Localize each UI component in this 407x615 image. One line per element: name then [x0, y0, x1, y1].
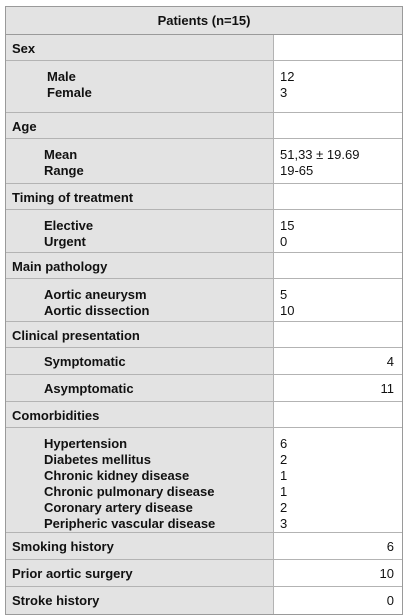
section-value-empty: [274, 402, 402, 427]
section-value-empty: [274, 35, 402, 60]
elective-label: Elective: [44, 218, 94, 233]
subrow-asymptomatic: [6, 375, 402, 402]
row-smoking-history: [6, 533, 402, 560]
stroke-label: Stroke history: [6, 587, 274, 614]
comorbidity-value: 6: [280, 436, 288, 451]
section-value-empty: [274, 184, 402, 209]
prior-surgery-value: 10: [379, 566, 394, 581]
comorbidity-value: 1: [280, 468, 288, 483]
comorbidity-label: Chronic pulmonary disease: [44, 484, 215, 499]
section-label: Main pathology: [6, 253, 274, 278]
smoking-label: Smoking history: [6, 533, 274, 559]
symptomatic-label: Symptomatic: [6, 348, 274, 374]
section-row-age: [6, 113, 402, 139]
section-label: Timing of treatment: [6, 184, 274, 209]
comorbidity-label: Diabetes mellitus: [44, 452, 151, 467]
section-row-pathology: [6, 253, 402, 279]
stroke-value: 0: [386, 593, 394, 608]
section-row-timing: [6, 184, 402, 210]
dissection-label: Aortic dissection: [44, 303, 150, 318]
male-value: 12: [280, 69, 295, 84]
urgent-value: 0: [280, 234, 288, 249]
subrow-labels: [6, 139, 274, 183]
mean-label: Mean: [44, 147, 78, 162]
section-row-clinical: [6, 322, 402, 348]
comorbidity-label: Coronary artery disease: [44, 500, 193, 515]
range-value: 19-65: [280, 163, 314, 178]
asymptomatic-label: Asymptomatic: [6, 375, 274, 401]
elective-value: 15: [280, 218, 295, 233]
subrow-values: [274, 428, 402, 532]
comorbidity-value: 3: [280, 516, 288, 531]
subrow-labels: [6, 428, 274, 532]
subrow-values: [274, 279, 402, 321]
subrow-symptomatic: [6, 348, 402, 375]
section-value-empty: [274, 253, 402, 278]
female-value: 3: [280, 85, 288, 100]
comorbidity-value: 2: [280, 500, 288, 515]
comorbidity-value: 1: [280, 484, 288, 499]
subrow-values: [274, 139, 402, 183]
male-label: Male: [47, 69, 76, 84]
subrow-values: [274, 210, 402, 252]
subrow-labels: [6, 279, 274, 321]
prior-surgery-label: Prior aortic surgery: [6, 560, 274, 586]
asymptomatic-value: 11: [380, 381, 394, 396]
urgent-label: Urgent: [44, 234, 86, 249]
comorbidity-value: 2: [280, 452, 288, 467]
table-title: Patients (n=15): [6, 7, 402, 35]
section-row-comorbidities: [6, 402, 402, 428]
comorbidity-label: Hypertension: [44, 436, 128, 451]
subrow-sex: [6, 61, 402, 113]
subrow-pathology: [6, 279, 402, 322]
symptomatic-value: 4: [386, 354, 394, 369]
row-prior-aortic-surgery: [6, 560, 402, 587]
subrow-values: [274, 61, 402, 112]
section-label: Comorbidities: [6, 402, 274, 427]
section-label: Sex: [6, 35, 274, 60]
female-label: Female: [47, 85, 92, 100]
subrow-timing: [6, 210, 402, 253]
comorbidity-label: Peripheric vascular disease: [44, 516, 216, 531]
mean-value: 51,33 ± 19.69: [280, 147, 360, 162]
subrow-age: [6, 139, 402, 184]
section-row-sex: [6, 35, 402, 61]
section-value-empty: [274, 113, 402, 138]
section-value-empty: [274, 322, 402, 347]
subrow-labels: [6, 210, 274, 252]
aneurysm-label: Aortic aneurysm: [44, 287, 147, 302]
subrow-labels: [6, 61, 274, 112]
subrow-comorbidities: [6, 428, 402, 533]
comorbidity-label: Chronic kidney disease: [44, 468, 190, 483]
section-label: Age: [6, 113, 274, 138]
section-label: Clinical presentation: [6, 322, 274, 347]
smoking-value: 6: [386, 539, 394, 554]
aneurysm-value: 5: [280, 287, 288, 302]
range-label: Range: [44, 163, 84, 178]
row-stroke-history: [6, 587, 402, 614]
dissection-value: 10: [280, 303, 295, 318]
patients-table: [5, 6, 403, 615]
